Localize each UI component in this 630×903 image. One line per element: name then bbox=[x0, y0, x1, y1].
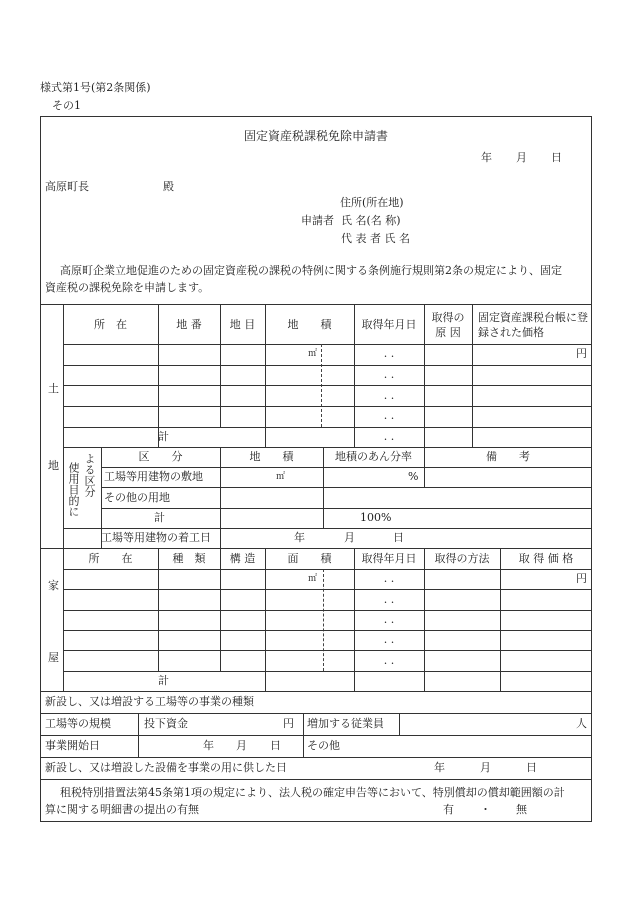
land-side-label-2: 地 bbox=[48, 459, 59, 472]
land-header-location: 所 在 bbox=[94, 318, 127, 331]
divider bbox=[101, 467, 592, 468]
land-header-land-category: 地 目 bbox=[229, 318, 256, 331]
page-title: 固定資産税課税免除申請書 bbox=[243, 129, 388, 143]
date-month: 月 bbox=[516, 151, 527, 164]
building-header-type: 種 類 bbox=[172, 552, 206, 565]
equipment-date-label: 新設し、又は増設した設備を事業の用に供した日 bbox=[45, 761, 287, 774]
addressee-honorific: 殿 bbox=[163, 180, 174, 193]
building-header-acquire-method: 取得の方法 bbox=[434, 552, 490, 565]
divider bbox=[63, 610, 592, 611]
business-type-label: 新設し、又は増設する工場等の事業の種類 bbox=[45, 695, 254, 708]
building-header-acquire-price: 取 得 価 格 bbox=[518, 552, 574, 565]
usage-header-remarks: 備 考 bbox=[486, 450, 530, 463]
divider bbox=[399, 713, 400, 735]
usage-header-ratio: 地積のあん分率 bbox=[335, 450, 412, 463]
business-start-year: 年 bbox=[203, 739, 214, 752]
land-header-acquired-date: 取得年月日 bbox=[361, 318, 417, 331]
divider bbox=[63, 528, 592, 529]
land-header-area: 地 積 bbox=[287, 318, 332, 331]
divider bbox=[40, 691, 592, 692]
divider bbox=[40, 304, 592, 305]
addressee-name: 高原町長 bbox=[45, 180, 89, 193]
option-yes: 有 bbox=[443, 803, 454, 816]
investment-yen-unit: 円 bbox=[283, 717, 294, 730]
option-separator: ・ bbox=[480, 803, 491, 816]
usage-row-factory-site: 工場等用建物の敷地 bbox=[104, 470, 203, 483]
land-yen-unit: 円 bbox=[576, 347, 587, 360]
land-header-registered-value: 固定資産課税台帳に登録された価格 bbox=[478, 311, 588, 339]
employees-label: 増加する従業員 bbox=[307, 717, 384, 730]
divider bbox=[40, 735, 592, 736]
building-date-marks: . . bbox=[383, 633, 395, 646]
divider bbox=[63, 304, 64, 691]
building-total-label: 計 bbox=[158, 674, 169, 687]
divider bbox=[63, 365, 592, 366]
building-header-acquired-date: 取得年月日 bbox=[361, 552, 417, 565]
special-measures-line-2: 算に関する明細書の提出の有無 bbox=[45, 803, 199, 816]
business-start-day: 日 bbox=[270, 739, 281, 752]
body-text-line-1: 高原町企業立地促進のための固定資産税の課税の特例に関する条例施行規則第2条の規定により、固定 bbox=[60, 264, 562, 277]
building-date-marks: . . bbox=[383, 654, 395, 667]
investment-label: 投下資金 bbox=[144, 717, 188, 730]
special-measures-line-1: 租税特別措置法第45条第1項の規定により、法人税の確定申告等において、特別償却の償却範囲額の計 bbox=[60, 786, 565, 799]
date-day: 日 bbox=[551, 151, 562, 164]
divider bbox=[472, 304, 473, 447]
building-side-label-2: 屋 bbox=[48, 651, 59, 664]
usage-total-label: 計 bbox=[154, 511, 165, 524]
construction-day: 日 bbox=[393, 531, 404, 544]
divider bbox=[40, 779, 592, 780]
divider bbox=[40, 548, 592, 549]
land-date-marks: . . bbox=[383, 430, 395, 443]
applicant-address-label: 住所(所在地) bbox=[340, 196, 404, 209]
building-date-marks: . . bbox=[383, 593, 395, 606]
construction-month: 月 bbox=[344, 531, 355, 544]
equipment-year: 年 bbox=[434, 761, 445, 774]
land-header-acquire-reason: 取得の原 因 bbox=[431, 311, 465, 339]
divider bbox=[63, 650, 592, 651]
land-side-label-1: 土 bbox=[48, 382, 59, 395]
usage-total-percent: 100% bbox=[360, 511, 392, 524]
building-date-marks: . . bbox=[383, 613, 395, 626]
divider bbox=[63, 569, 592, 570]
option-no: 無 bbox=[516, 803, 527, 816]
building-header-location: 所 在 bbox=[88, 552, 133, 565]
land-area-unit: ㎡ bbox=[308, 349, 318, 359]
divider bbox=[63, 671, 592, 672]
divider bbox=[63, 427, 592, 428]
land-date-marks: . . bbox=[383, 389, 395, 402]
building-header-floor-area: 面 積 bbox=[287, 552, 332, 565]
usage-area-unit: ㎡ bbox=[276, 472, 286, 482]
scale-label: 工場等の規模 bbox=[45, 717, 111, 730]
building-side-label-1: 家 bbox=[48, 579, 59, 592]
building-date-marks: . . bbox=[383, 572, 395, 585]
divider bbox=[63, 447, 592, 448]
employees-unit: 人 bbox=[576, 717, 587, 730]
divider bbox=[40, 713, 592, 714]
divider bbox=[63, 589, 592, 590]
divider bbox=[63, 385, 592, 386]
construction-start-label: 工場等用建物の着工日 bbox=[101, 531, 211, 544]
building-header-structure: 構 造 bbox=[229, 552, 256, 565]
building-yen-unit: 円 bbox=[576, 572, 587, 585]
usage-header-area: 地 積 bbox=[249, 450, 294, 463]
divider bbox=[101, 487, 592, 488]
usage-side-label: 使用目的に bbox=[67, 462, 80, 517]
form-sub-number: その1 bbox=[52, 99, 81, 112]
building-area-unit: ㎡ bbox=[308, 574, 318, 584]
land-total-label: 計 bbox=[158, 430, 169, 443]
divider bbox=[63, 344, 592, 345]
date-year: 年 bbox=[481, 151, 492, 164]
applicant-representative-label: 代 表 者 氏 名 bbox=[341, 232, 410, 245]
body-text-line-2: 資産税の課税免除を申請します。 bbox=[45, 281, 210, 294]
usage-row-other-land: その他の用地 bbox=[104, 491, 170, 504]
usage-header-category: 区 分 bbox=[138, 450, 183, 463]
form-number: 様式第1号(第2条関係) bbox=[40, 81, 151, 94]
equipment-day: 日 bbox=[526, 761, 537, 774]
usage-percent-unit: % bbox=[408, 470, 419, 483]
land-date-marks: . . bbox=[383, 347, 395, 360]
equipment-month: 月 bbox=[480, 761, 491, 774]
divider bbox=[63, 406, 592, 407]
other-label: その他 bbox=[307, 739, 340, 752]
business-start-label: 事業開始日 bbox=[45, 739, 100, 752]
divider bbox=[40, 757, 592, 758]
usage-side-label-2: よる区分 bbox=[83, 453, 96, 497]
land-date-marks: . . bbox=[383, 368, 395, 381]
divider bbox=[63, 630, 592, 631]
applicant-label: 申請者 bbox=[301, 214, 334, 227]
applicant-name-label: 氏 名(名 称) bbox=[341, 214, 401, 227]
business-start-month: 月 bbox=[236, 739, 247, 752]
land-date-marks: . . bbox=[383, 409, 395, 422]
divider bbox=[323, 569, 324, 671]
land-header-lot-number: 地 番 bbox=[176, 318, 202, 331]
construction-year: 年 bbox=[294, 531, 305, 544]
divider bbox=[101, 508, 592, 509]
